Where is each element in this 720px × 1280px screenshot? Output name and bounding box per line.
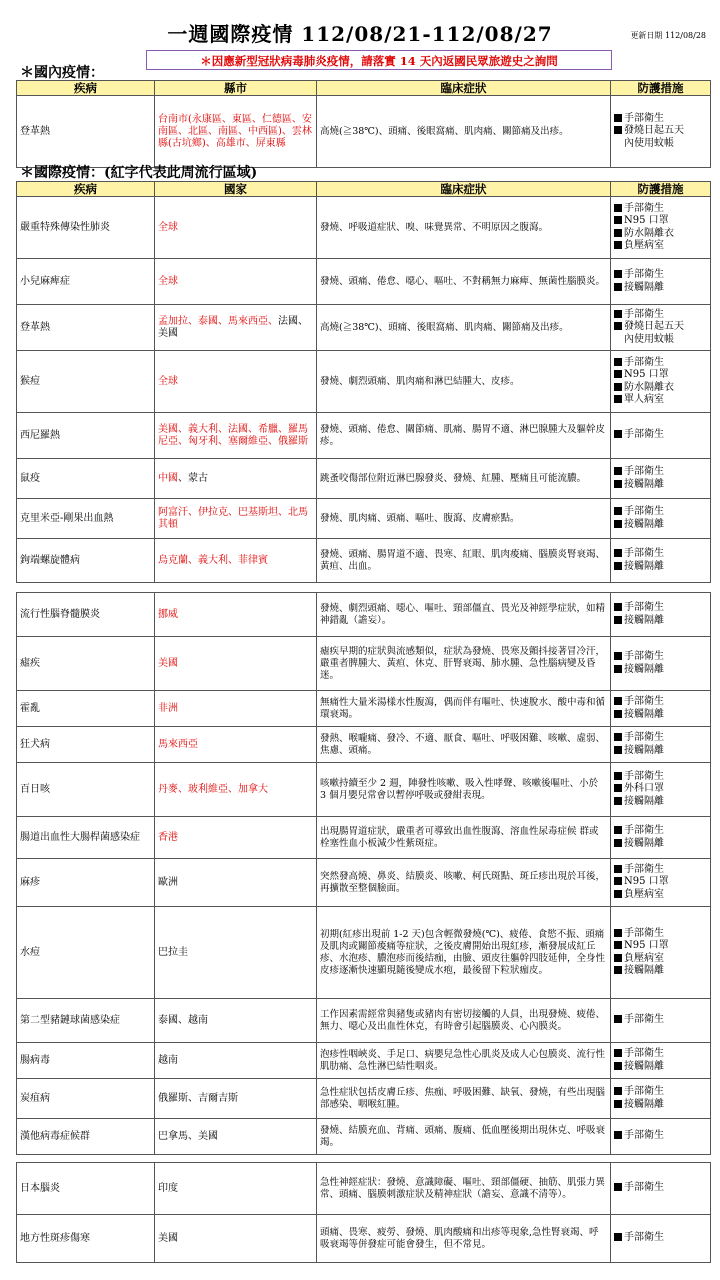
symptoms-cell: 泡疹性咽峽炎、手足口、病嬰兒急性心肌炎及成人心包膜炎、流行性肌肋痛、急性淋巴結性咽炎。 [317,1043,611,1079]
square-bullet-icon [614,1100,622,1108]
table-row [17,999,711,1043]
symptoms-cell: 頭痛、畏寒、疲勞、發燒、肌肉酸痛和出疹等現象,急性腎衰竭、呼吸衰竭等併發症可能會發生，但不常見。 [317,1215,611,1263]
square-bullet-icon [614,665,622,673]
table-row [17,539,711,583]
domestic-table [16,80,711,168]
square-bullet-icon [614,616,622,624]
measure-item: N95 口罩 [614,940,707,953]
table-row [17,499,711,539]
measure-item: 手部衛生 [614,1086,707,1099]
square-bullet-icon [614,430,622,438]
measure-item: 接觸隔離 [614,1099,707,1112]
disease-cell: 地方性斑疹傷寒 [17,1215,155,1263]
disease-cell: 狂犬病 [17,727,155,763]
location-cell: 巴拉圭 [155,907,317,999]
symptoms-cell: 工作因素需經常與豬隻或豬肉有密切接觸的人員，出現發燒、疲倦、無力、噁心及出血性休克，有時會引起腦膜炎、心內膜炎。 [317,999,611,1043]
measures-cell [611,1215,711,1263]
symptoms-cell: 突然發高燒、鼻炎、結膜炎、咳嗽、柯氏斑點、斑丘疹出現於耳後，再擴散至整個臉面。 [317,859,611,907]
column-header: 國家 [155,182,317,197]
location-cell: 丹麥、玻利維亞、加拿大 [155,763,317,817]
measures-cell [611,1079,711,1119]
square-bullet-icon [614,1233,622,1241]
measure-item: 負壓病室 [614,889,707,902]
square-bullet-icon [614,865,622,873]
measure-item: N95 口罩 [614,369,707,382]
column-header: 疾病 [17,81,155,96]
table-row [17,351,711,413]
table-row [17,197,711,259]
measures-cell [611,1163,711,1215]
measure-item: 手部衛生 [614,466,707,479]
square-bullet-icon [614,520,622,528]
disease-cell: 腸道出血性大腸桿菌感染症 [17,817,155,859]
square-bullet-icon [614,826,622,834]
square-bullet-icon [614,1062,622,1070]
measure-item: 手部衛生 [614,1182,707,1195]
table-row [17,637,711,691]
disease-cell: 嚴重特殊傳染性肺炎 [17,197,155,259]
table-row [17,259,711,305]
square-bullet-icon [614,216,622,224]
symptoms-cell: 發燒、頭痛、倦怠、關節痛、肌痛、腸胃不適、淋巴腺腫大及軀幹皮疹。 [317,413,611,459]
disease-cell: 流行性腦脊髓膜炎 [17,593,155,637]
measure-item: 手部衛生 [614,506,707,519]
measures-cell [611,691,711,727]
square-bullet-icon [614,941,622,949]
square-bullet-icon [614,710,622,718]
location-cell: 泰國、越南 [155,999,317,1043]
disease-cell: 炭疽病 [17,1079,155,1119]
square-bullet-icon [614,241,622,249]
square-bullet-icon [614,652,622,660]
measures-cell [611,351,711,413]
symptoms-cell: 出現腸胃道症狀，嚴重者可導致出血性腹瀉、溶血性尿毒症候 群或栓塞性血小板減少性紫斑症。 [317,817,611,859]
measures-cell [611,727,711,763]
measure-item: 接觸隔離 [614,745,707,758]
measure-item: 發燒日起五天 [614,125,707,138]
disease-cell: 登革熱 [17,305,155,351]
square-bullet-icon [614,126,622,134]
location-cell: 阿富汗、伊拉克、巴基斯坦、北馬其頓 [155,499,317,539]
symptoms-cell: 發熱、喉嚨痛、發冷、不適、厭食、嘔吐、呼吸困難、咳嗽、虛弱、焦慮、頭痛。 [317,727,611,763]
symptoms-cell: 發燒、結膜充血、背痛、頭痛、腹痛、低血壓後期出現休克、呼吸衰竭。 [317,1119,611,1155]
table-row [17,1119,711,1155]
table-row [17,817,711,859]
square-bullet-icon [614,1015,622,1023]
measure-item: 手部衛生 [614,825,707,838]
location-cell: 馬來西亞 [155,727,317,763]
measure-item: 單人病室 [614,394,707,407]
location-cell: 俄羅斯、吉爾吉斯 [155,1079,317,1119]
measure-item: 手部衛生 [614,1130,707,1143]
disease-cell: 日本腦炎 [17,1163,155,1215]
square-bullet-icon [614,383,622,391]
disease-cell: 猴痘 [17,351,155,413]
disease-cell: 第二型豬鏈球菌感染症 [17,999,155,1043]
symptoms-cell: 急性神經症狀：發燒、意識障礙、嘔吐、頸部僵硬、抽筋、肌張力異常、頭痛、腦膜刺激症狀及精神症狀（譫妄、意識不清等）。 [317,1163,611,1215]
symptoms-cell: 發燒、劇烈頭痛、肌肉痛和淋巴結腫大、皮疹。 [317,351,611,413]
table-row [17,763,711,817]
disease-cell: 霍亂 [17,691,155,727]
square-bullet-icon [614,204,622,212]
measure-item: 手部衛生 [614,864,707,877]
disease-cell: 克里米亞-剛果出血熱 [17,499,155,539]
symptoms-cell: 跳蚤咬傷部位附近淋巴腺發炎、發燒、紅腫、壓痛且可能流膿。 [317,459,611,499]
disease-cell: 麻疹 [17,859,155,907]
square-bullet-icon [614,395,622,403]
table-row [17,691,711,727]
symptoms-cell: 初期(紅疹出現前 1-2 天)包含輕微發燒(℃)、疲倦、食慾不振、頭痛及肌肉或關節痠痛等症狀，之後皮膚開始出現紅疹，漸發展成紅丘疹、水泡疹、膿泡疹而後結痂，由臉、頭皮往軀幹四肢延伸，全身性皮疹逐漸快速顯現隨後變成水疱，最後留下粒狀痂皮。 [317,907,611,999]
symptoms-cell: 發燒、肌肉痛、頭痛、嘔吐、腹瀉、皮膚瘀點。 [317,499,611,539]
square-bullet-icon [614,467,622,475]
square-bullet-icon [614,270,622,278]
measure-item: 發燒日起五天 [614,321,707,334]
square-bullet-icon [614,839,622,847]
square-bullet-icon [614,229,622,237]
table-row [17,727,711,763]
location-cell: 印度 [155,1163,317,1215]
measures-cell [611,637,711,691]
location-cell: 烏克蘭、義大利、菲律賓 [155,539,317,583]
location-cell: 越南 [155,1043,317,1079]
location-cell: 美國 [155,1215,317,1263]
disease-cell: 登革熱 [17,96,155,168]
measure-item: 手部衛生 [614,928,707,941]
measure-item: 接觸隔離 [614,615,707,628]
table-row [17,459,711,499]
measure-item: 手部衛生 [614,771,707,784]
location-cell: 香港 [155,817,317,859]
table-row [17,907,711,999]
international-table [16,181,711,583]
measure-item: 防水隔離衣 [614,228,707,241]
measure-item: 手部衛生 [614,548,707,561]
square-bullet-icon [614,283,622,291]
square-bullet-icon [614,733,622,741]
measures-cell [611,763,711,817]
measures-cell [611,539,711,583]
column-header: 防護措施 [611,182,711,197]
disease-cell: 腸病毒 [17,1043,155,1079]
measures-cell [611,259,711,305]
measure-item: 手部衛生 [614,113,707,126]
square-bullet-icon [614,966,622,974]
measure-item: 接觸隔離 [614,561,707,574]
location-cell: 全球 [155,259,317,305]
square-bullet-icon [614,480,622,488]
square-bullet-icon [614,370,622,378]
table-row [17,1215,711,1263]
table-row [17,593,711,637]
disease-cell: 西尼羅熱 [17,413,155,459]
measures-cell [611,413,711,459]
measure-item: 負壓病室 [614,953,707,966]
measure-item: 內使用蚊帳 [624,137,674,149]
square-bullet-icon [614,562,622,570]
measure-item: 防水隔離衣 [614,382,707,395]
location-cell: 美國、義大利、法國、希臘、羅馬尼亞、匈牙利、塞爾維亞、俄羅斯 [155,413,317,459]
measure-item: 手部衛生 [614,732,707,745]
measures-cell [611,499,711,539]
page-title: 一週國際疫情 112/08/21-112/08/27 [167,22,553,46]
table-row [17,859,711,907]
symptoms-cell: 無痛性大量米湯樣水性腹瀉，偶而伴有嘔吐、快速脫水、酸中毒和循環衰竭。 [317,691,611,727]
column-header: 臨床症狀 [317,182,611,197]
square-bullet-icon [614,784,622,792]
symptoms-cell: 高燒(≧38℃)、頭痛、後眼窩痛、肌肉痛、關節痛及出疹。 [317,96,611,168]
square-bullet-icon [614,603,622,611]
measure-item: 手部衛生 [614,1232,707,1245]
measure-item: 接觸隔離 [614,282,707,295]
measure-item: 接觸隔離 [614,965,707,978]
disease-cell: 瘧疾 [17,637,155,691]
table-row [17,1043,711,1079]
measures-cell [611,197,711,259]
measure-item: 接觸隔離 [614,709,707,722]
table-row [17,1079,711,1119]
disease-cell: 百日咳 [17,763,155,817]
location-cell: 全球 [155,197,317,259]
measures-cell [611,859,711,907]
square-bullet-icon [614,797,622,805]
location-cell: 台南市(永康區、東區、仁德區、安南區、北區、南區、中西區)、雲林縣(古坑鄉)、高雄市、屏東縣 [155,96,317,168]
symptoms-cell: 發燒、劇烈頭痛、噁心、嘔吐、頸部僵直、畏光及神經學症狀，如精神錯亂（譫妄）。 [317,593,611,637]
square-bullet-icon [614,954,622,962]
disease-cell: 鉤端螺旋體病 [17,539,155,583]
location-cell: 全球 [155,351,317,413]
location-cell: 歐洲 [155,859,317,907]
measure-item: N95 口罩 [614,215,707,228]
notice-banner: ＊因應新型冠狀病毒肺炎疫情，請落實 14 天內返國民眾旅遊史之詢問 [146,50,612,70]
column-header: 臨床症狀 [317,81,611,96]
square-bullet-icon [614,890,622,898]
location-cell: 非洲 [155,691,317,727]
measure-item: 手部衛生 [614,309,707,322]
square-bullet-icon [614,929,622,937]
symptoms-cell: 咳嗽持續至少 2 週，陣發性咳嗽、吸入性哮聲、咳嗽後嘔吐、小於 3 個月嬰兒常會以暫停呼吸或發紺表現。 [317,763,611,817]
measure-item: 負壓病室 [614,240,707,253]
measure-item: 外科口罩 [614,783,707,796]
measure-item: 手部衛生 [614,696,707,709]
measures-cell [611,1119,711,1155]
measures-cell [611,593,711,637]
measures-cell [611,817,711,859]
measures-cell [611,96,711,168]
symptoms-cell: 急性症狀包括皮膚丘疹、焦痂、呼吸困難、缺氧、發燒，有些出現腦部感染、咽喉紅腫。 [317,1079,611,1119]
square-bullet-icon [614,322,622,330]
measure-item: N95 口罩 [614,876,707,889]
table-row [17,1163,711,1215]
column-header: 防護措施 [611,81,711,96]
measure-item: 手部衛生 [614,203,707,216]
symptoms-cell: 發燒、頭痛、倦怠、噁心、嘔吐、不對稱無力麻痺、無菌性腦膜炎。 [317,259,611,305]
column-header: 縣市 [155,81,317,96]
measure-item: 手部衛生 [614,651,707,664]
measures-cell [611,459,711,499]
location-cell: 挪威 [155,593,317,637]
table-row [17,96,711,168]
measure-item: 手部衛生 [614,357,707,370]
measure-item: 接觸隔離 [614,1061,707,1074]
symptoms-cell: 高燒(≧38℃)、頭痛、後眼窩痛、肌肉痛、關節痛及出疹。 [317,305,611,351]
measures-cell [611,907,711,999]
square-bullet-icon [614,507,622,515]
location-cell: 美國 [155,637,317,691]
measures-cell [611,1043,711,1079]
disease-cell: 水痘 [17,907,155,999]
measure-item: 接觸隔離 [614,519,707,532]
symptoms-cell: 發燒、頭痛、腸胃道不適、畏寒、紅眼、肌肉痠痛、腦膜炎腎衰竭、黃疸、出血。 [317,539,611,583]
square-bullet-icon [614,746,622,754]
measure-item: 接觸隔離 [614,796,707,809]
measure-item: 接觸隔離 [614,838,707,851]
domestic-heading: ＊國內疫情： [20,65,104,81]
disease-cell: 漢他病毒症候群 [17,1119,155,1155]
square-bullet-icon [614,1131,622,1139]
column-header: 疾病 [17,182,155,197]
location-cell: 中國、蒙古 [155,459,317,499]
square-bullet-icon [614,1087,622,1095]
measure-item: 內使用蚊帳 [624,333,674,345]
measures-cell [611,305,711,351]
square-bullet-icon [614,310,622,318]
disease-cell: 鼠疫 [17,459,155,499]
location-cell: 巴拿馬、美國 [155,1119,317,1155]
measure-item: 手部衛生 [614,602,707,615]
square-bullet-icon [614,358,622,366]
table-row [17,413,711,459]
measure-item: 手部衛生 [614,429,707,442]
square-bullet-icon [614,877,622,885]
square-bullet-icon [614,1049,622,1057]
disease-cell: 小兒麻痺症 [17,259,155,305]
square-bullet-icon [614,697,622,705]
measure-item: 接觸隔離 [614,479,707,492]
international-table-2 [16,592,711,1155]
international-heading: ＊國際疫情：(紅字代表此周流行區域) [20,165,258,181]
measure-item: 手部衛生 [614,1048,707,1061]
symptoms-cell: 發燒、呼吸道症狀、嗅、味覺異常、不明原因之腹瀉。 [317,197,611,259]
symptoms-cell: 瘧疾早期的症狀與流感類似，症狀為發燒、畏寒及顫抖接著冒冷汗，嚴重者脾腫大、黃疸、休克、肝腎衰竭、肺水腫、急性腦病變及昏迷。 [317,637,611,691]
square-bullet-icon [614,549,622,557]
table-row [17,305,711,351]
international-table-3 [16,1162,711,1263]
square-bullet-icon [614,772,622,780]
square-bullet-icon [614,114,622,122]
measure-item: 接觸隔離 [614,664,707,677]
location-cell: 孟加拉、泰國、馬來西亞、法國、美國 [155,305,317,351]
measure-item: 手部衛生 [614,269,707,282]
square-bullet-icon [614,1183,622,1191]
measures-cell [611,999,711,1043]
measure-item: 手部衛生 [614,1014,707,1027]
update-date: 更新日期 112/08/28 [630,31,706,40]
